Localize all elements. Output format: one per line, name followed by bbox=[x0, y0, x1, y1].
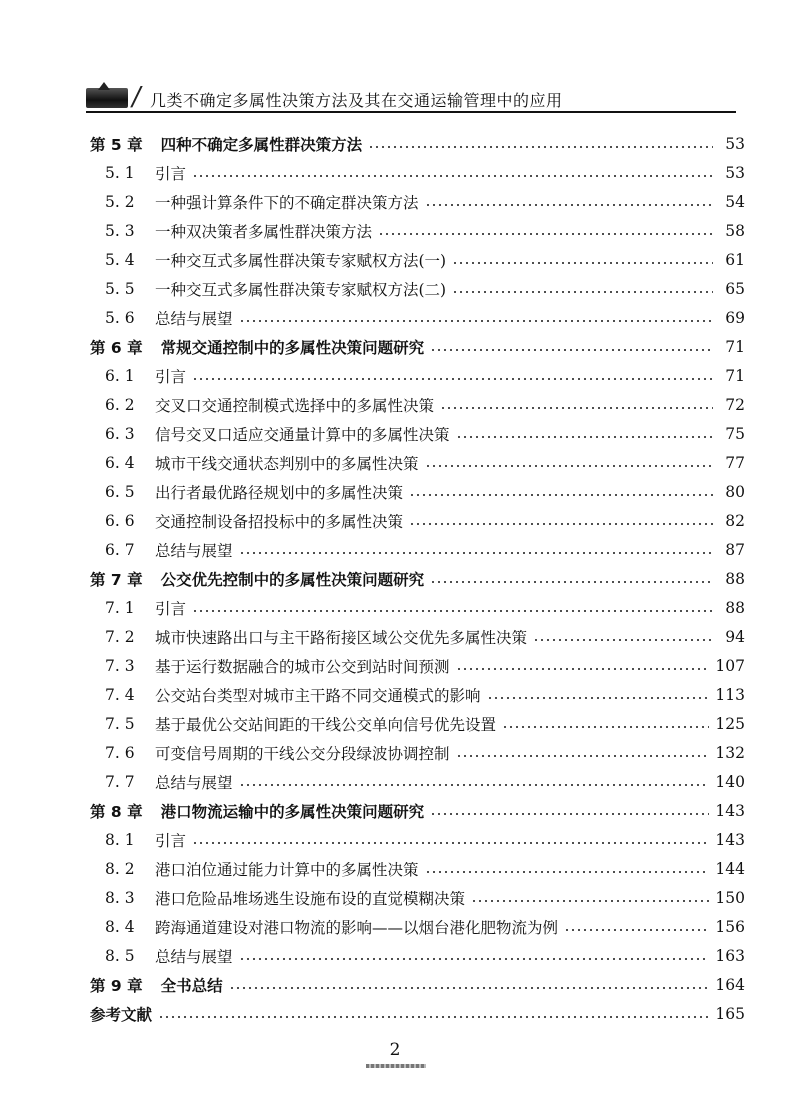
dot-leader bbox=[533, 639, 713, 641]
toc-entry-number: 7. 3 bbox=[105, 657, 135, 675]
toc-entry-title: 参考文献 bbox=[90, 1006, 153, 1024]
toc-entry-page: 163 bbox=[715, 947, 745, 965]
toc-entry-title: 基于最优公交站间距的干线公交单向信号优先设置 bbox=[155, 716, 497, 734]
toc-entry-title: 公交优先控制中的多属性决策问题研究 bbox=[160, 571, 425, 589]
toc-entry-title: 交通控制设备招投标中的多属性决策 bbox=[155, 513, 404, 531]
dot-leader bbox=[564, 929, 709, 931]
dot-leader bbox=[192, 610, 713, 612]
toc-entry-page: 150 bbox=[715, 889, 745, 907]
toc-entry-number: 第 5 章 bbox=[90, 136, 143, 154]
toc-entry-number: 第 8 章 bbox=[90, 803, 143, 821]
dot-leader bbox=[425, 204, 713, 206]
toc-entry-page: 77 bbox=[725, 454, 745, 472]
dot-leader bbox=[430, 581, 713, 583]
toc-entry-number: 6. 5 bbox=[105, 483, 135, 501]
dot-leader bbox=[502, 726, 709, 728]
toc-entry-title: 出行者最优路径规划中的多属性决策 bbox=[155, 484, 404, 502]
dot-leader bbox=[430, 813, 709, 815]
toc-entry-title: 城市干线交通状态判别中的多属性决策 bbox=[155, 455, 419, 473]
toc-entry-page: 94 bbox=[725, 628, 745, 646]
dot-leader bbox=[452, 262, 713, 264]
toc-entry-page: 82 bbox=[725, 512, 745, 530]
toc-entry-page: 125 bbox=[715, 715, 745, 733]
toc-section-row[interactable] bbox=[105, 190, 745, 214]
toc-entry-title: 一种强计算条件下的不确定群决策方法 bbox=[155, 194, 419, 212]
dot-leader bbox=[425, 871, 710, 873]
toc-entry-number: 6. 2 bbox=[105, 396, 135, 414]
dot-leader bbox=[239, 320, 713, 322]
toc-entry-page: 143 bbox=[715, 802, 745, 820]
toc-entry-title: 常规交通控制中的多属性决策问题研究 bbox=[160, 339, 425, 357]
toc-entry-page: 71 bbox=[725, 367, 745, 385]
toc-entry-page: 144 bbox=[715, 860, 745, 878]
toc-entry-page: 54 bbox=[725, 193, 745, 211]
toc-section-row[interactable] bbox=[105, 886, 745, 910]
dot-leader bbox=[456, 436, 713, 438]
toc-entry-page: 65 bbox=[725, 280, 745, 298]
toc-entry-number: 7. 1 bbox=[105, 599, 135, 617]
toc-section-row[interactable] bbox=[105, 219, 745, 243]
toc-entry-number: 7. 7 bbox=[105, 773, 135, 791]
toc-section-row[interactable] bbox=[105, 654, 745, 678]
dot-leader bbox=[192, 842, 709, 844]
toc-section-row[interactable] bbox=[105, 306, 745, 330]
toc-entry-title: 跨海通道建设对港口物流的影响——以烟台港化肥物流为例 bbox=[155, 919, 559, 937]
toc-section-row[interactable] bbox=[105, 248, 745, 272]
dot-leader bbox=[158, 1016, 709, 1018]
dot-leader bbox=[430, 349, 713, 351]
toc-section-row[interactable] bbox=[105, 683, 745, 707]
toc-entry-number: 6. 4 bbox=[105, 454, 135, 472]
toc-entry-title: 公交站台类型对城市主干路不同交通模式的影响 bbox=[155, 687, 481, 705]
dot-leader bbox=[452, 291, 713, 293]
toc-entry-number: 7. 4 bbox=[105, 686, 135, 704]
toc-entry-number: 8. 4 bbox=[105, 918, 135, 936]
dot-leader bbox=[409, 494, 713, 496]
toc-entry-number: 5. 6 bbox=[105, 309, 135, 327]
toc-section-row[interactable] bbox=[105, 857, 745, 881]
toc-entry-page: 140 bbox=[715, 773, 745, 791]
toc-entry-number: 8. 3 bbox=[105, 889, 135, 907]
toc-entry-page: 58 bbox=[725, 222, 745, 240]
toc-section-row[interactable] bbox=[105, 480, 745, 504]
toc-entry-number: 5. 3 bbox=[105, 222, 135, 240]
toc-entry-page: 80 bbox=[725, 483, 745, 501]
toc-entry-title: 总结与展望 bbox=[155, 310, 233, 328]
toc-entry-number: 8. 2 bbox=[105, 860, 135, 878]
ship-logo-icon bbox=[86, 88, 128, 108]
toc-chapter-row[interactable] bbox=[90, 567, 745, 591]
toc-entry-title: 港口物流运输中的多属性决策问题研究 bbox=[160, 803, 425, 821]
toc-entry-title: 港口泊位通过能力计算中的多属性决策 bbox=[155, 861, 419, 879]
toc-section-row[interactable] bbox=[105, 596, 745, 620]
toc-section-row[interactable] bbox=[105, 393, 745, 417]
dot-leader bbox=[456, 668, 710, 670]
toc-entry-title: 四种不确定多属性群决策方法 bbox=[160, 136, 363, 154]
toc-entry-page: 113 bbox=[715, 686, 745, 704]
toc-entry-page: 75 bbox=[725, 425, 745, 443]
toc-entry-number: 第 7 章 bbox=[90, 571, 143, 589]
toc-entry-title: 港口危险品堆场逃生设施布设的直觉模糊决策 bbox=[155, 890, 466, 908]
toc-entry-page: 53 bbox=[725, 164, 745, 182]
toc-entry-title: 全书总结 bbox=[160, 977, 223, 995]
toc-entry-title: 一种交互式多属性群决策专家赋权方法(一) bbox=[155, 252, 447, 270]
dot-leader bbox=[368, 146, 713, 148]
toc-section-row[interactable] bbox=[105, 509, 745, 533]
toc-entry-page: 156 bbox=[715, 918, 745, 936]
toc-entry-title: 基于运行数据融合的城市公交到站时间预测 bbox=[155, 658, 450, 676]
dot-leader bbox=[409, 523, 713, 525]
toc-entry-page: 164 bbox=[715, 976, 745, 994]
toc-entry-page: 69 bbox=[725, 309, 745, 327]
toc-entry-title: 引言 bbox=[155, 832, 187, 850]
toc-entry-number: 8. 5 bbox=[105, 947, 135, 965]
dot-leader bbox=[192, 378, 713, 380]
dot-leader bbox=[425, 465, 713, 467]
toc-entry-title: 总结与展望 bbox=[155, 948, 233, 966]
dot-leader bbox=[239, 958, 710, 960]
dot-leader bbox=[471, 900, 709, 902]
dot-leader bbox=[378, 233, 713, 235]
toc-entry-page: 88 bbox=[725, 599, 745, 617]
toc-entry-title: 交叉口交通控制模式选择中的多属性决策 bbox=[155, 397, 435, 415]
toc-entry-title: 信号交叉口适应交通量计算中的多属性决策 bbox=[155, 426, 450, 444]
toc-chapter-row[interactable] bbox=[90, 335, 745, 359]
toc-section-row[interactable] bbox=[105, 161, 745, 185]
toc-entry-number: 5. 1 bbox=[105, 164, 135, 182]
toc-entry-number: 6. 7 bbox=[105, 541, 135, 559]
toc-entry-page: 88 bbox=[725, 570, 745, 588]
toc-entry-page: 53 bbox=[725, 135, 745, 153]
dot-leader bbox=[239, 784, 710, 786]
toc-entry-number: 6. 6 bbox=[105, 512, 135, 530]
toc-chapter-row[interactable] bbox=[90, 973, 745, 997]
toc-entry-page: 165 bbox=[715, 1005, 745, 1023]
header-rule bbox=[86, 111, 736, 113]
dot-leader bbox=[456, 755, 710, 757]
toc-chapter-row[interactable] bbox=[90, 132, 745, 156]
toc-entry-number: 6. 3 bbox=[105, 425, 135, 443]
page-number: 2 bbox=[389, 1040, 401, 1060]
toc-entry-page: 143 bbox=[715, 831, 745, 849]
toc-entry-page: 107 bbox=[715, 657, 745, 675]
toc-entry-number: 7. 6 bbox=[105, 744, 135, 762]
toc-section-row[interactable] bbox=[105, 625, 745, 649]
toc-entry-title: 引言 bbox=[155, 165, 187, 183]
dot-leader bbox=[239, 552, 713, 554]
toc-chapter-row[interactable] bbox=[90, 799, 745, 823]
toc-entry-page: 132 bbox=[715, 744, 745, 762]
toc-entry-number: 7. 2 bbox=[105, 628, 135, 646]
toc-section-row[interactable] bbox=[105, 422, 745, 446]
dot-leader bbox=[440, 407, 713, 409]
footer-ornament bbox=[366, 1064, 426, 1068]
toc-section-row[interactable] bbox=[105, 712, 745, 736]
book-title: 几类不确定多属性决策方法及其在交通运输管理中的应用 bbox=[150, 91, 563, 110]
toc-entry-page: 71 bbox=[725, 338, 745, 356]
toc-entry-number: 8. 1 bbox=[105, 831, 135, 849]
toc-section-row[interactable] bbox=[105, 828, 745, 852]
toc-entry-number: 第 6 章 bbox=[90, 339, 143, 357]
dot-leader bbox=[487, 697, 710, 699]
toc-entry-title: 城市快速路出口与主干路衔接区域公交优先多属性决策 bbox=[155, 629, 528, 647]
dot-leader bbox=[192, 175, 713, 177]
toc-section-row[interactable] bbox=[105, 364, 745, 388]
toc-section-row[interactable] bbox=[105, 741, 745, 765]
dot-leader bbox=[229, 987, 710, 989]
toc-section-row[interactable] bbox=[105, 770, 745, 794]
toc-section-row[interactable] bbox=[105, 944, 745, 968]
toc-section-row[interactable] bbox=[105, 451, 745, 475]
toc-entry-title: 一种双决策者多属性群决策方法 bbox=[155, 223, 373, 241]
toc-section-row[interactable] bbox=[105, 538, 745, 562]
toc-entry-number: 5. 5 bbox=[105, 280, 135, 298]
slash-ornament: / bbox=[129, 82, 144, 112]
toc-entry-number: 6. 1 bbox=[105, 367, 135, 385]
toc-entry-title: 引言 bbox=[155, 368, 187, 386]
toc-entry-page: 87 bbox=[725, 541, 745, 559]
toc-entry-number: 5. 4 bbox=[105, 251, 135, 269]
toc-entry-title: 引言 bbox=[155, 600, 187, 618]
toc-entry-title: 可变信号周期的干线公交分段绿波协调控制 bbox=[155, 745, 450, 763]
toc-entry-title: 一种交互式多属性群决策专家赋权方法(二) bbox=[155, 281, 447, 299]
toc-entry-number: 第 9 章 bbox=[90, 977, 143, 995]
toc-entry-number: 7. 5 bbox=[105, 715, 135, 733]
toc-entry-title: 总结与展望 bbox=[155, 774, 233, 792]
toc-entry-title: 总结与展望 bbox=[155, 542, 233, 560]
toc-section-row[interactable] bbox=[105, 915, 745, 939]
toc-references-row[interactable] bbox=[90, 1002, 745, 1026]
toc-entry-page: 61 bbox=[725, 251, 745, 269]
toc-entry-page: 72 bbox=[725, 396, 745, 414]
running-header bbox=[86, 84, 736, 112]
toc-entry-number: 5. 2 bbox=[105, 193, 135, 211]
toc-section-row[interactable] bbox=[105, 277, 745, 301]
